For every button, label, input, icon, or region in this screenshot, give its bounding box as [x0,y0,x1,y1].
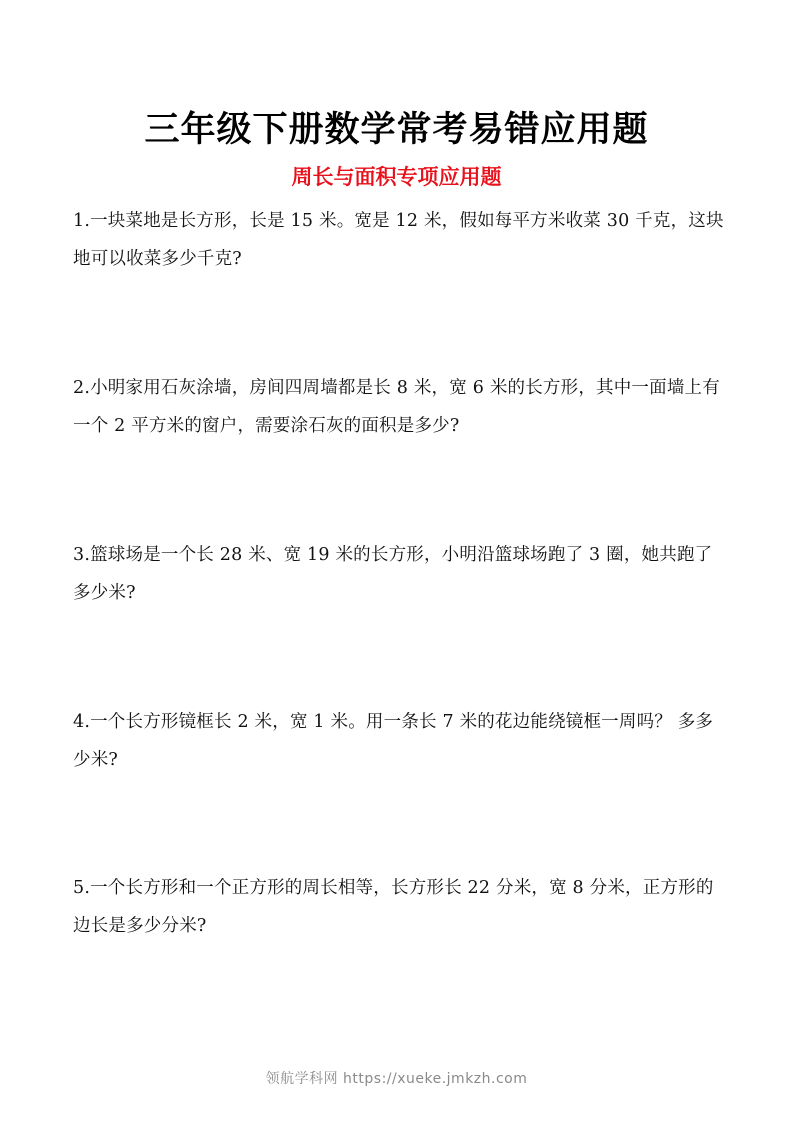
question-4: 4.一个长方形镜框长 2 米，宽 1 米。用一条长 7 米的花边能绕镜框一周吗？ 多多少米? [73,712,714,770]
footer-watermark: 领航学科网 https://xueke.jmkzh.com [265,1071,528,1087]
question-3: 3.篮球场是一个长 28 米、宽 19 米的长方形，小明沿篮球场跑了 3 圈，她共跑了多少米? [73,545,713,603]
page-title: 三年级下册数学常考易错应用题 [144,110,649,150]
question-2: 2.小明家用石灰涂墙，房间四周墙都是长 8 米，宽 6 米的长方形，其中一面墙上有一个 2 平方米的窗户，需要涂石灰的面积是多少? [73,378,720,436]
question-5: 5.一个长方形和一个正方形的周长相等，长方形长 22 分米，宽 8 分米，正方形的边长是多少分米? [73,878,714,936]
question-1: 1.一块菜地是长方形，长是 15 米。宽是 12 米，假如每平方米收菜 30 千克，这块地可以收菜多少千克? [73,211,724,269]
page-subtitle: 周长与面积专项应用题 [291,164,502,189]
